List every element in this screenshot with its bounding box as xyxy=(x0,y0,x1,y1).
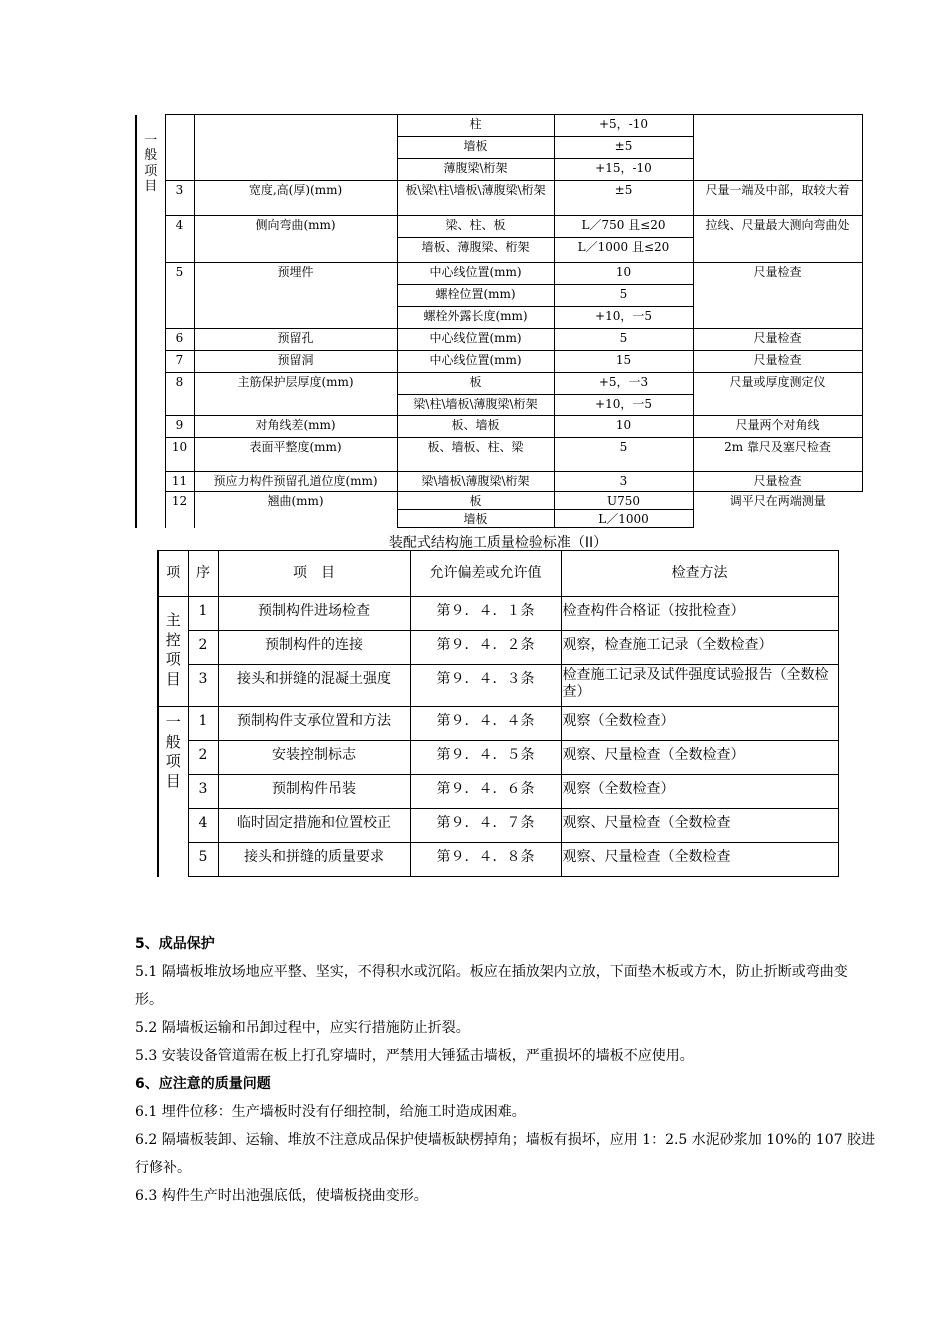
sub-cell: 薄腹梁\桁架 xyxy=(397,159,554,181)
value-cell: 第９．４．４条 xyxy=(410,707,561,741)
sub-cell: 板、墙板、柱、梁 xyxy=(397,438,554,472)
item-cell: 安装控制标志 xyxy=(218,741,410,775)
value-cell: 第９．４．３条 xyxy=(410,665,561,707)
tol-cell: 10 xyxy=(554,416,693,438)
section-5-heading: 5、成品保护 xyxy=(135,936,215,952)
header-method: 检查方法 xyxy=(561,551,838,597)
item-cell: 表面平整度(mm) xyxy=(194,438,397,472)
item-cell: 接头和拼缝的混凝土强度 xyxy=(218,665,410,707)
tol-cell: +5，-10 xyxy=(554,115,693,137)
value-cell: 第９．４．７条 xyxy=(410,809,561,843)
method-cell: 观察、尺量检查（全数检查） xyxy=(561,741,838,775)
tol-cell: 5 xyxy=(554,285,693,307)
sub-cell: 中心线位置(mm) xyxy=(397,329,554,351)
paragraph: 5.3 安装设备管道需在板上打孔穿墙时，严禁用大锤猛击墙板，严重损坏的墙板不应使用。 xyxy=(135,1048,694,1064)
group-general-label: 一般项目 xyxy=(165,713,181,790)
sub-cell: 板\梁\柱\墙板\薄腹梁\桁架 xyxy=(397,181,554,216)
method-cell: 尺量检查 xyxy=(693,263,862,329)
tol-cell: +5，一3 xyxy=(554,373,693,395)
tol-cell: U750 xyxy=(554,492,693,510)
tol-cell: L／1000 xyxy=(554,510,693,528)
no-cell: 3 xyxy=(188,665,218,707)
sub-cell: 螺栓外露长度(mm) xyxy=(397,307,554,329)
sub-cell: 中心线位置(mm) xyxy=(397,263,554,285)
section-5 xyxy=(135,930,875,1070)
sub-cell: 板、墙板 xyxy=(397,416,554,438)
no-cell: 3 xyxy=(188,775,218,809)
header-no: 序 xyxy=(188,551,218,597)
tol-cell: 10 xyxy=(554,263,693,285)
item-cell: 预制构件支承位置和方法 xyxy=(218,707,410,741)
tol-cell: +10，一5 xyxy=(554,395,693,416)
method-cell: 尺量检查 xyxy=(693,472,862,492)
group-cell xyxy=(136,115,165,528)
no-cell: 11 xyxy=(165,472,194,492)
method-cell xyxy=(693,115,862,181)
sub-cell: 板 xyxy=(397,492,554,510)
method-cell: 检查施工记录及试件强度试验报告（全数检查） xyxy=(561,665,838,707)
tol-cell: +15，-10 xyxy=(554,159,693,181)
no-cell: 9 xyxy=(165,416,194,438)
table2-title: 装配式结构施工质量检验标准（II） xyxy=(388,535,608,551)
no-cell: 4 xyxy=(188,809,218,843)
method-cell: 观察（全数检查） xyxy=(561,775,838,809)
no-cell: 1 xyxy=(188,597,218,631)
item-cell: 预制构件的连接 xyxy=(218,631,410,665)
paragraph: 6.1 埋件位移：生产墙板时没有仔细控制，给施工时造成困难。 xyxy=(135,1104,526,1120)
tol-cell: ±5 xyxy=(554,181,693,216)
sub-cell: 梁\墙板\薄腹梁\桁架 xyxy=(397,472,554,492)
method-cell: 2m 靠尺及塞尺检查 xyxy=(693,438,862,472)
method-cell: 检查构件合格证（按批检查） xyxy=(561,597,838,631)
item-cell: 主筋保护层厚度(mm) xyxy=(194,373,397,416)
item-cell: 预应力构件预留孔道位度(mm) xyxy=(194,472,397,492)
item-cell: 预制构件进场检查 xyxy=(218,597,410,631)
no-cell: 5 xyxy=(188,843,218,877)
tol-cell: 5 xyxy=(554,438,693,472)
method-cell: 观察（全数检查） xyxy=(561,707,838,741)
section-6-heading: 6、应注意的质量问题 xyxy=(135,1076,271,1092)
method-cell: 尺量检查 xyxy=(693,329,862,351)
value-cell: 第９．４．５条 xyxy=(410,741,561,775)
tol-cell: L／750 且≤20 xyxy=(554,216,693,238)
tolerance-table xyxy=(135,114,863,528)
item-cell: 接头和拼缝的质量要求 xyxy=(218,843,410,877)
no-cell: 2 xyxy=(188,631,218,665)
method-cell: 拉线、尺量最大测向弯曲处 xyxy=(693,216,862,263)
no-cell: 2 xyxy=(188,741,218,775)
header-item: 项 xyxy=(158,551,188,597)
item-cell: 预埋件 xyxy=(194,263,397,329)
item-cell: 临时固定措施和位置校正 xyxy=(218,809,410,843)
no-cell: 4 xyxy=(165,216,194,263)
no-cell: 7 xyxy=(165,351,194,373)
method-cell: 尺量检查 xyxy=(693,351,862,373)
no-cell: 3 xyxy=(165,181,194,216)
inspection-standard-table xyxy=(157,550,839,877)
method-cell: 尺量一端及中部，取较大着 xyxy=(693,181,862,216)
value-cell: 第９．４．６条 xyxy=(410,775,561,809)
method-cell: 观察、尺量检查（全数检查 xyxy=(561,843,838,877)
group-general-cell xyxy=(158,707,188,877)
value-cell: 第９．４．１条 xyxy=(410,597,561,631)
sub-cell: 墙板、薄腹梁、桁架 xyxy=(397,238,554,263)
sub-cell: 板 xyxy=(397,373,554,395)
value-cell: 第９．４．２条 xyxy=(410,631,561,665)
paragraph: 6.2 隔墙板装卸、运输、堆放不注意成品保护使墙板缺楞掉角；墙板有损坏，应用 1：2.5 水泥砂浆加 10%的 107 胶进行修补。 xyxy=(135,1132,875,1176)
no-cell: 12 xyxy=(165,492,194,528)
no-cell: 5 xyxy=(165,263,194,329)
paragraph: 5.2 隔墙板运输和吊卸过程中，应实行措施防止折裂。 xyxy=(135,1020,470,1036)
no-cell: 8 xyxy=(165,373,194,416)
tol-cell: L／1000 且≤20 xyxy=(554,238,693,263)
no-cell: 6 xyxy=(165,329,194,351)
group-label: 一般项目 xyxy=(144,132,158,195)
item-cell: 侧向弯曲(mm) xyxy=(194,216,397,263)
sub-cell: 梁、柱、板 xyxy=(397,216,554,238)
item-cell: 预制构件吊装 xyxy=(218,775,410,809)
paragraph: 6.3 构件生产时出池强底低，使墙板挠曲变形。 xyxy=(135,1188,428,1204)
item-cell: 对角线差(mm) xyxy=(194,416,397,438)
tol-cell: 3 xyxy=(554,472,693,492)
method-cell: 尺量或厚度测定仪 xyxy=(693,373,862,416)
sub-cell: 墙板 xyxy=(397,137,554,159)
tol-cell: +10，一5 xyxy=(554,307,693,329)
group-main-cell xyxy=(158,597,188,707)
item-cell: 预留孔 xyxy=(194,329,397,351)
no-cell xyxy=(165,115,194,181)
item-cell: 宽度,高(厚)(mm) xyxy=(194,181,397,216)
header-project: 项 目 xyxy=(218,551,410,597)
no-cell: 1 xyxy=(188,707,218,741)
method-cell: 调平尺在两端测量 xyxy=(693,492,862,528)
sub-cell: 梁\柱\墙板\薄腹梁\桁架 xyxy=(397,395,554,416)
sub-cell: 中心线位置(mm) xyxy=(397,351,554,373)
group-main-label: 主控项目 xyxy=(165,611,181,688)
method-cell: 尺量两个对角线 xyxy=(693,416,862,438)
item-cell: 翘曲(mm) xyxy=(194,492,397,528)
sub-cell: 螺栓位置(mm) xyxy=(397,285,554,307)
tol-cell: 15 xyxy=(554,351,693,373)
sub-cell: 柱 xyxy=(397,115,554,137)
tol-cell: ±5 xyxy=(554,137,693,159)
section-6 xyxy=(135,1070,875,1210)
no-cell: 10 xyxy=(165,438,194,472)
tol-cell: 5 xyxy=(554,329,693,351)
method-cell: 观察、尺量检查（全数检查 xyxy=(561,809,838,843)
value-cell: 第９．４．８条 xyxy=(410,843,561,877)
method-cell: 观察，检查施工记录（全数检查） xyxy=(561,631,838,665)
item-cell: 预留洞 xyxy=(194,351,397,373)
sub-cell: 墙板 xyxy=(397,510,554,528)
paragraph: 5.1 隔墙板堆放场地应平整、坚实，不得积水或沉陷。板应在插放架内立放，下面垫木板或方木，防止折断或弯曲变形。 xyxy=(135,964,848,1008)
item-cell xyxy=(194,115,397,181)
header-tolerance: 允许偏差或允许值 xyxy=(410,551,561,597)
